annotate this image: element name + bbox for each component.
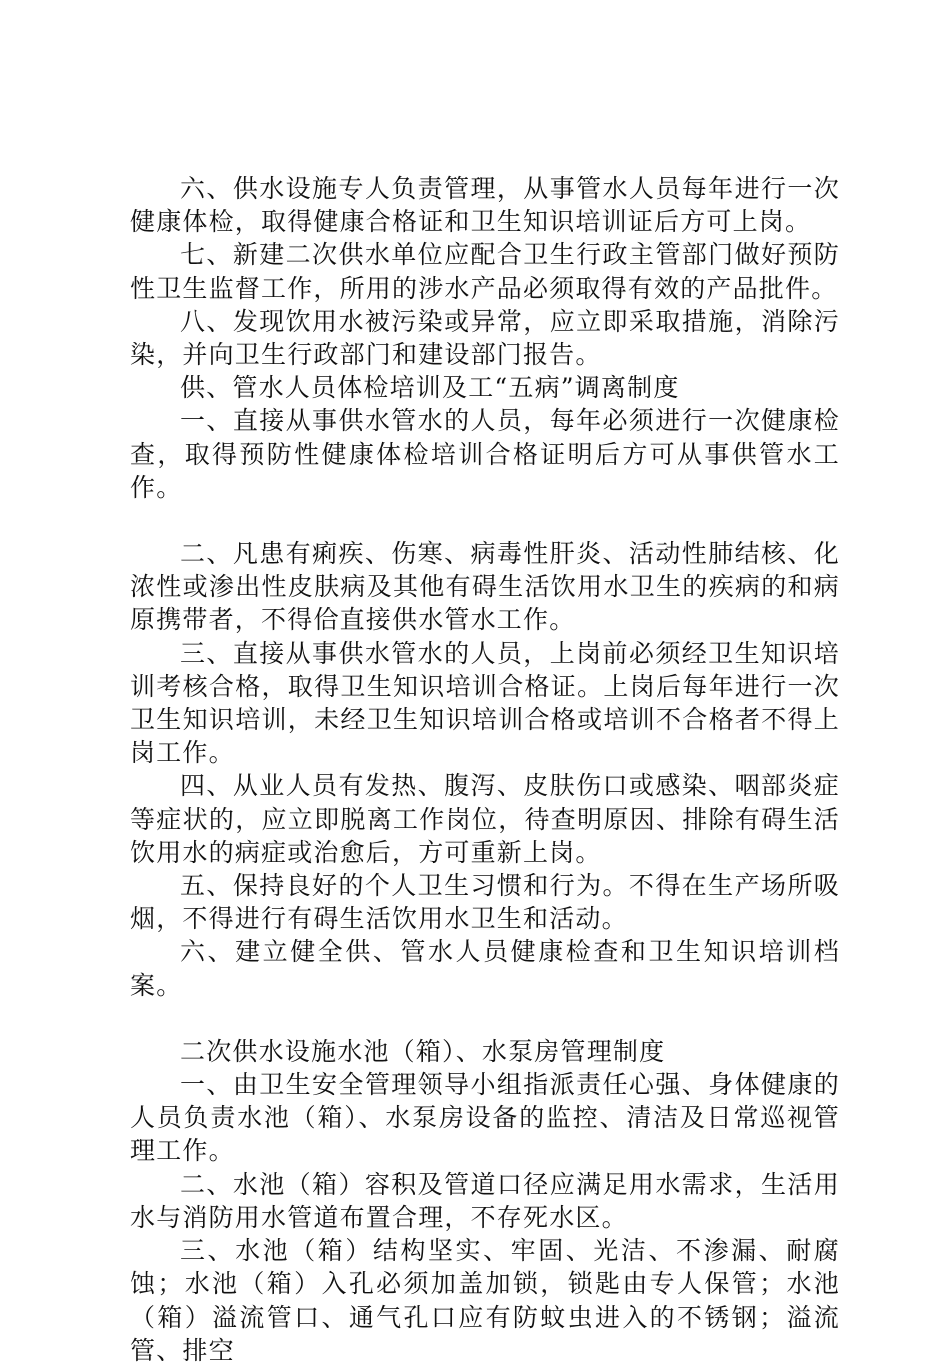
paragraph-personal-hygiene: 五、保持良好的个人卫生习惯和行为。不得在生产场所吸烟，不得进行有碍生活饮用水卫生和活动。 xyxy=(130,871,840,934)
paragraph-training-assessment: 三、直接从事供水管水的人员，上岗前必须经卫生知识培训考核合格，取得卫生知识培训合格证。上岗后每年进行一次卫生知识培训，未经卫生知识培训合格或培训不合格者不得上岗工作。 xyxy=(130,638,840,768)
section-title-health-training-policy: 供、管水人员体检培训及工“五病”调离制度 xyxy=(180,373,680,403)
paragraph-tank-structure: 三、水池（箱）结构坚实、牢固、光洁、不渗漏、耐腐蚀；水池（箱）入孔必须加盖加锁，锁匙由专人保管；水池（箱）溢流管口、通气孔口应有防蚊虫进入的不锈钢；溢流管、排空 xyxy=(130,1236,840,1365)
blank-line xyxy=(130,504,840,537)
paragraph-supply-facility-management: 六、供水设施专人负责管理，从事管水人员每年进行一次健康体检，取得健康合格证和卫生知识培训证后方可上岗。 xyxy=(130,174,840,237)
blank-line xyxy=(130,1002,840,1035)
section-title-tank-pump-room: 二次供水设施水池（箱）、水泵房管理制度 xyxy=(180,1036,666,1066)
paragraph-symptom-removal: 四、从业人员有发热、腹泻、皮肤伤口或感染、咽部炎症等症状的，应立即脱离工作岗位，待查明原因、排除有碍生活饮用水的病症或治愈后，方可重新上岗。 xyxy=(130,771,840,867)
paragraph-new-secondary-supply: 七、新建二次供水单位应配合卫生行政主管部门做好预防性卫生监督工作，所用的涉水产品必须取得有效的产品批件。 xyxy=(130,240,840,303)
paragraph-tank-capacity: 二、水池（箱）容积及管道口径应满足用水需求，生活用水与消防用水管道布置合理，不存死水区。 xyxy=(130,1169,840,1232)
paragraph-annual-health-check: 一、直接从事供水管水的人员，每年必须进行一次健康检查，取得预防性健康体检培训合格证明后方可从事供管水工作。 xyxy=(130,406,840,502)
document-body xyxy=(130,172,840,1367)
paragraph-disease-exclusion: 二、凡患有痢疾、伤寒、病毒性肝炎、活动性肺结核、化浓性或渗出性皮肤病及其他有碍生活饮用水卫生的疾病的和病原携带者，不得佮直接供水管水工作。 xyxy=(130,539,840,635)
paragraph-responsible-staff: 一、由卫生安全管理领导小组指派责任心强、身体健康的人员负责水池（箱）、水泵房设备的监控、清洁及日常巡视管理工作。 xyxy=(130,1070,840,1166)
paragraph-pollution-response: 八、发现饮用水被污染或异常，应立即采取措施，消除污染，并向卫生行政部门和建设部门报告。 xyxy=(130,306,840,370)
paragraph-records: 六、建立健全供、管水人员健康检查和卫生知识培训档案。 xyxy=(130,937,840,1000)
